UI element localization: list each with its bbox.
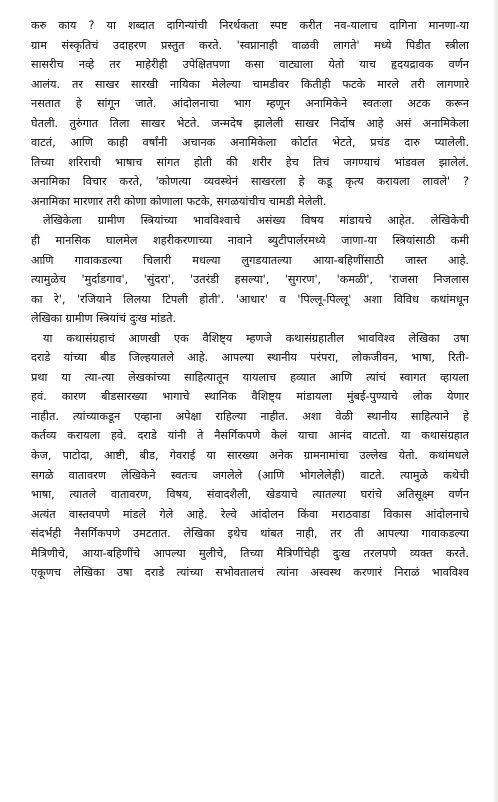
text-line: लेखिकेला ग्रामीण स्त्रियांच्या भावविश्वाचे असंख्य विषय मांडायचे आहेत. लेखिकेची — [43, 214, 469, 228]
text-line: या कथासंग्रहाचं आणखी एक वैशिष्ट्य म्हणजे कथासंग्रहातील भावविश्व लेखिका उषा — [43, 331, 469, 345]
text-line: दराडे यांच्या बीड जिल्हयातले आहे. आपल्या स्थानीय परंपरा, लोकजीवन, भाषा, रिती- — [31, 351, 469, 365]
text-line: अनामिका मारणार तरी कोणा कोणाला फटके, सगळयांचीच चामडी मेलेली. — [31, 194, 327, 208]
text-line: त्यामुळेच 'मुर्दाडगाव', 'सुंदरा', 'उतरंडी हसल्या', 'सुगरण', 'कमळी', 'राजसा निजलास — [31, 273, 469, 287]
text-line: करु काय ? या शब्दात दागिन्यांची निरर्थकता स्पष्ट करीत नव-यालाच दागिना मानणा-या — [31, 19, 469, 32]
text-line: मैत्रिणीचे, आया-बहिणींचे आपल्या मुलीचे, तिच्या मैत्रिणींचेही दुःख तरलपणे व्यक्त करते. — [31, 546, 469, 560]
text-line: कर्तव्य करायला हवे. दराडे यांनी ते नैसर्गिकपणे केलं याचा आनंद वाटतो. या कथासंग्रहात — [31, 429, 469, 443]
paragraph-3 — [31, 329, 469, 583]
text-line: तिच्या शरिराची भाषाच सांगत होती की शरीर हेच तिचं जगण्याचं भांडवल झालेलं. — [31, 155, 469, 169]
text-line: आणि गावाकडल्या चिलारी मधल्या लुगडयातल्या आया-बहिणींसाठी जास्त आहे. — [31, 253, 469, 267]
paragraph-1 — [31, 16, 469, 211]
text-line: अनामिका विचार करते, 'कोणत्या व्यवस्थेनं साखरला हे कडू कृत्य करायला लावले' ? — [31, 175, 469, 189]
page-text — [31, 16, 469, 583]
text-line: सगळे वातावरण लेखिकेने स्वतःच जगलेले (आणि भोगलेलेही) वाटते. त्यामुळे कथेची — [31, 468, 469, 482]
text-line: भाषा, त्यातले वातावरण, विषय, संवादशैली, खेडयाचे त्यातल्या घरांचे अतिसूक्ष्म वर्णन — [31, 488, 469, 502]
text-line: ग्राम संस्कृतिचं उदाहरण प्रस्तुत करते. 'स्वप्नानाही वाळवी लागते' मध्ये पिडीत स्त्रीला — [31, 38, 469, 52]
text-line: हवं. कारण बीडसारख्या भागाचे स्थानिक वैशिष्ट्य मांडायला मुंबई-पुण्याचे लोक येणार — [31, 390, 469, 404]
text-line: सासरीच नव्हे तर माहेरीही उपेक्षितपणा कसा वाट्याला येतो याच हृदयद्रावक वर्णन — [31, 58, 469, 72]
text-line: आलंय. तर साखर सारखी नायिका मेलेल्या चामडीवर कितीही फटके मारले तरी लागणारे — [31, 77, 469, 91]
text-line: लेखिका ग्रामीण स्त्रियांचं दुःख मांडते. — [31, 312, 177, 326]
text-line: केज, पाटोदा, आष्टी, बीड, गेवराई या सारख्या अनेक ग्रामनामांचा उल्लेख येतो. कथांमधले — [31, 449, 469, 463]
text-line: का रे', 'रजियाने लिलया टिपली होती'. 'आधार' व 'पिल्लू-पिल्लू' अशा विविध कथांमधून — [31, 292, 469, 306]
text-line: संदर्भही नैसर्गिकपणे उमटतात. लेखिका इथेच थांबत नाही, तर ती आपल्या गावाकडल्या — [31, 527, 469, 541]
text-line: ही मानसिक घालमेल शहरीकरणाच्या नावाने ब्युटीपार्लरमध्ये जाणा-या स्त्रियांसाठी कमी — [31, 234, 469, 248]
text-line: प्रथा या त्या-त्या लेखकांच्या साहित्यातून यायलाच हव्यात आणि त्यांचं स्वागत व्हायला — [31, 370, 469, 384]
text-line: वाटतं, आणि काही वर्षांनी अचानक अनामिकेला कोर्टात भेटते, प्रचंड दारु प्यालेली. — [31, 136, 469, 150]
text-line: नसतात हे सांगून जाते. आंदोलनाचा भाग म्हणून अनामिकेने स्वतःला अटक करून — [31, 97, 469, 111]
text-line: घेतली. तुरुंगात तिला साखर भेटते. जन्मदेष झालेली साखर निर्दोष आहे असं अनामिकेला — [31, 116, 469, 130]
text-line: अत्यंत वास्तवपणे मांडले गेले आहे. रेल्वे आंदोलन किंवा मराठवाडा विकास आंदोलनाचे — [31, 507, 469, 521]
text-line: एकूणच लेखिका उषा दराडे त्यांच्या सभोवतालचं त्यांना अस्वस्थ करणारं निराळं भावविश्व — [31, 566, 469, 580]
text-line: नाहीत. त्यांच्याकडून एव्हाना अपेक्षा राहिल्या नाहीत. अशा वेळी स्थानीय साहित्याने हे — [31, 409, 469, 423]
paragraph-2 — [31, 211, 469, 328]
